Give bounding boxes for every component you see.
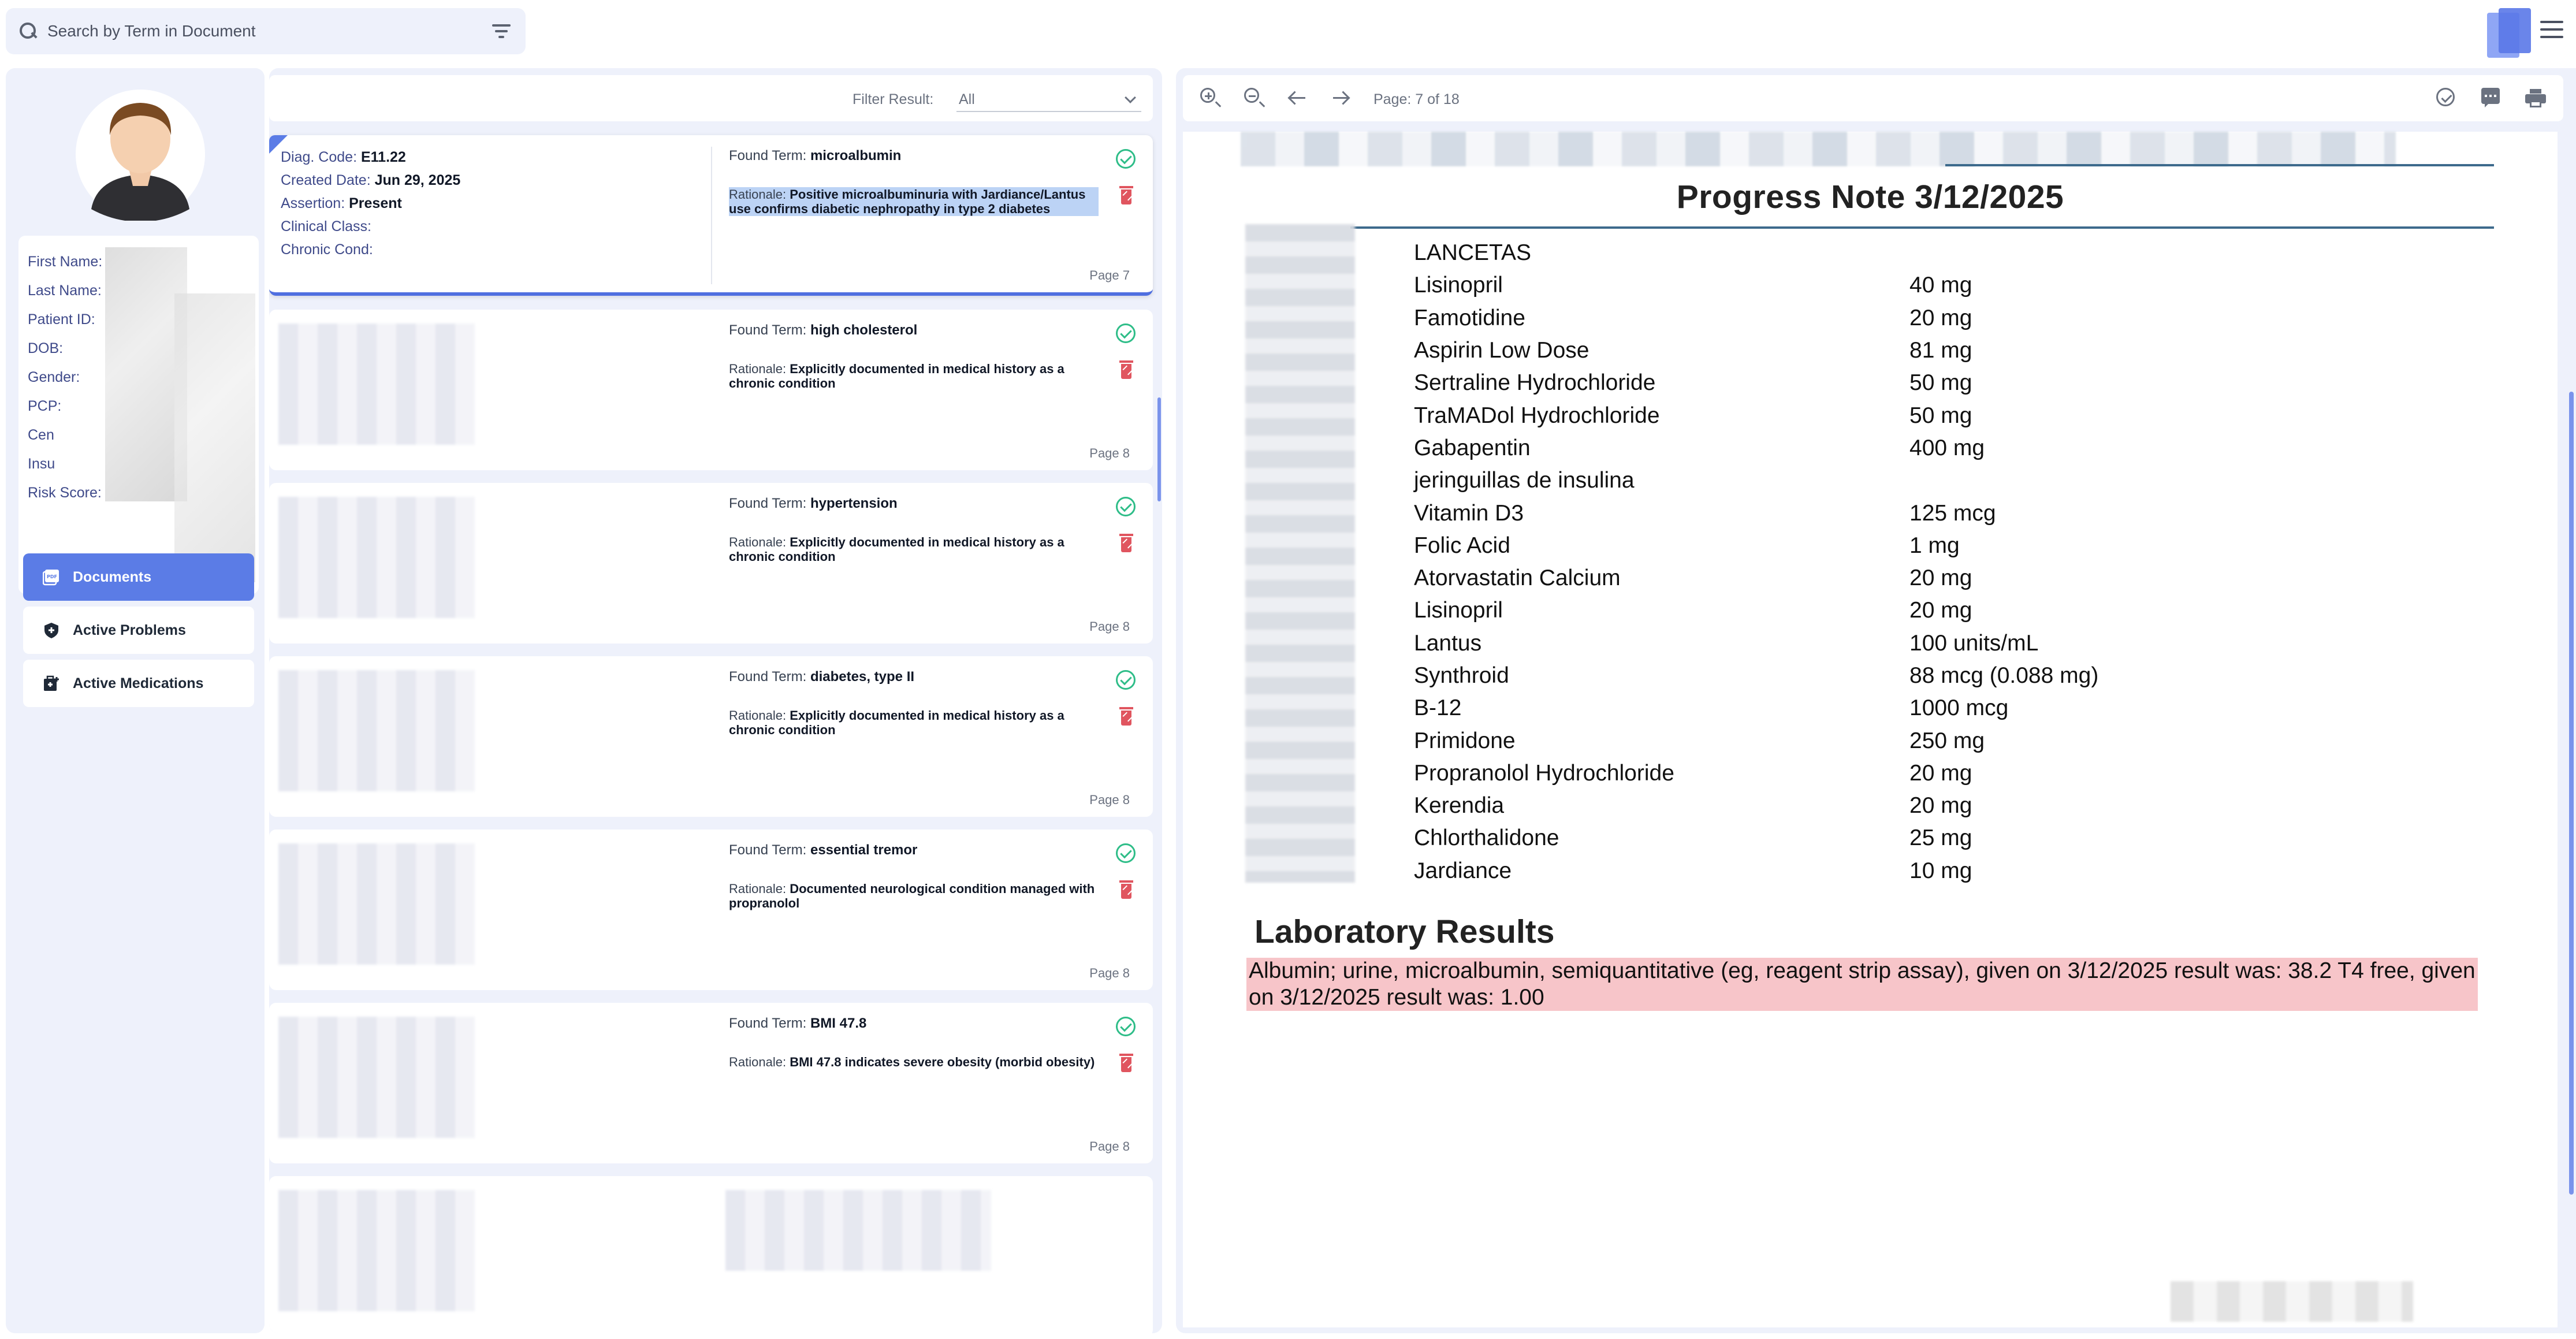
- patient-sidebar: [6, 68, 265, 1333]
- redacted-card-details: [278, 323, 475, 445]
- found-term-label: Found Term:: [729, 669, 807, 685]
- zoom-out-icon[interactable]: [1244, 88, 1265, 109]
- table-row: [1414, 790, 2223, 822]
- found-term-value: hypertension: [810, 496, 898, 511]
- search-icon: [20, 23, 37, 40]
- assertion-label: Assertion:: [281, 195, 345, 211]
- insurance-label: Insu: [28, 455, 55, 472]
- rationale-value: Documented neurological condition managed with propranolol: [729, 881, 1095, 910]
- finding-card-redacted[interactable]: [269, 1176, 1153, 1333]
- table-row: [1414, 855, 2223, 887]
- diag-code-value: E11.22: [360, 149, 406, 165]
- page-reference[interactable]: Page 7: [1089, 268, 1130, 282]
- chevron-down-icon: [1125, 92, 1136, 103]
- med-name: Aspirin Low Dose: [1414, 338, 1589, 363]
- med-dose: 10 mg: [1909, 858, 1972, 883]
- center-label: Cen: [28, 426, 54, 443]
- accept-check-icon[interactable]: [1116, 497, 1136, 516]
- patient-id-label: Patient ID:: [28, 311, 95, 328]
- med-name: Lantus: [1414, 630, 1482, 656]
- search-input[interactable]: [47, 22, 491, 40]
- first-name-label: First Name:: [28, 253, 103, 270]
- table-row: [1414, 334, 2223, 367]
- lab-results-highlight: Albumin; urine, microalbumin, semiquantitative (eg, reagent strip assay), given on 3/12/2025 result was: 38.2 T4 free, given on 3/12/2025 result was: 1.00: [1246, 958, 2478, 1011]
- gender-label: Gender:: [28, 369, 80, 385]
- clinical-class-label: Clinical Class:: [281, 218, 371, 235]
- found-term: [729, 496, 1099, 512]
- rationale-label: Rationale:: [729, 1055, 787, 1069]
- card-finding: [729, 148, 1099, 216]
- med-dose: 40 mg: [1909, 273, 1972, 298]
- med-dose: 1 mg: [1909, 533, 1960, 558]
- comment-icon[interactable]: [2481, 88, 2500, 104]
- table-row: [1414, 269, 2223, 302]
- delete-trash-icon[interactable]: [1119, 880, 1133, 899]
- patient-info-card: [18, 236, 259, 594]
- card-finding: [729, 496, 1099, 564]
- top-bar: [0, 0, 2576, 64]
- page-reference[interactable]: Page 8: [1089, 619, 1130, 634]
- med-name: B-12: [1414, 695, 1462, 721]
- med-name: TraMADol Hydrochloride: [1414, 403, 1660, 428]
- card-finding: [729, 322, 1099, 390]
- card-finding: [729, 842, 1099, 910]
- rationale-value: Explicitly documented in medical history as a chronic condition: [729, 362, 1064, 390]
- med-dose: 20 mg: [1909, 598, 1972, 623]
- found-term: [729, 148, 1099, 164]
- rationale-value: Explicitly documented in medical history as a chronic condition: [729, 535, 1064, 564]
- rationale-value: Positive microalbuminuria with Jardiance/Lantus use confirms diabetic nephropathy in type 2 diabetes: [729, 187, 1086, 216]
- found-term-label: Found Term:: [729, 1016, 807, 1031]
- found-term: [729, 1016, 1099, 1032]
- assertion-row: [281, 192, 720, 215]
- med-name: Vitamin D3: [1414, 500, 1524, 526]
- delete-trash-icon[interactable]: [1119, 534, 1133, 552]
- title-rule: [1350, 226, 2494, 229]
- assertion-value: Present: [349, 195, 402, 211]
- redacted-footer: [2171, 1281, 2413, 1322]
- zoom-in-icon[interactable]: [1200, 88, 1221, 109]
- created-date-value: Jun 29, 2025: [374, 172, 461, 188]
- delete-trash-icon[interactable]: [1119, 186, 1133, 204]
- pdf-file-icon: [43, 568, 60, 586]
- page-reference[interactable]: Page 8: [1089, 446, 1130, 460]
- redacted-card-details: [278, 1017, 475, 1138]
- redacted-header: [1241, 132, 2396, 166]
- diag-code-row: [281, 146, 720, 169]
- med-name: Gabapentin: [1414, 435, 1531, 460]
- svg-text:PDF: PDF: [47, 574, 57, 579]
- nav-documents-label: Documents: [73, 568, 152, 585]
- filter-icon[interactable]: [491, 23, 512, 40]
- page-reference[interactable]: Page 8: [1089, 793, 1130, 807]
- nav-active-medications[interactable]: [23, 660, 254, 707]
- risk-score-label: Risk Score:: [28, 484, 102, 501]
- rationale: [729, 362, 1099, 390]
- med-name: Lisinopril: [1414, 273, 1503, 298]
- accept-check-icon[interactable]: [1116, 843, 1136, 863]
- table-row: [1414, 660, 2223, 692]
- finding-card[interactable]: [269, 483, 1153, 644]
- check-circle-icon[interactable]: [2436, 88, 2455, 106]
- med-name: jeringuillas de insulina: [1414, 468, 1635, 493]
- med-name: LANCETAS: [1414, 240, 1531, 266]
- pcp-label: PCP:: [28, 397, 62, 414]
- avatar: [74, 88, 207, 221]
- table-row: [1414, 399, 2223, 432]
- finding-card[interactable]: [269, 1003, 1153, 1163]
- rationale: [729, 187, 1099, 216]
- found-term-value: diabetes, type II: [810, 669, 915, 685]
- nav-active-medications-label: Active Medications: [73, 675, 204, 691]
- redacted-card-details: [278, 843, 475, 965]
- rationale-label: Rationale:: [729, 881, 787, 896]
- rationale: [729, 1055, 1099, 1069]
- findings-scrollbar[interactable]: [1157, 397, 1161, 501]
- table-row: [1414, 594, 2223, 627]
- med-name: Primidone: [1414, 728, 1516, 753]
- found-term-value: high cholesterol: [810, 322, 918, 338]
- document-viewer: [1176, 68, 2576, 1333]
- rationale-label: Rationale:: [729, 362, 787, 376]
- med-name: Chlorthalidone: [1414, 825, 1559, 851]
- rationale-value: Explicitly documented in medical history as a chronic condition: [729, 708, 1064, 737]
- lab-results-heading: Laboratory Results: [1255, 913, 1555, 950]
- filter-result-select[interactable]: [956, 85, 1141, 112]
- med-dose: 20 mg: [1909, 760, 1972, 786]
- findings-panel: [269, 68, 1162, 1333]
- nav-active-problems[interactable]: [23, 607, 254, 654]
- found-term: [729, 842, 1099, 858]
- dob-label: DOB:: [28, 340, 64, 356]
- rationale: [729, 708, 1099, 737]
- diag-code-label: Diag. Code:: [281, 149, 358, 165]
- rationale-label: Rationale:: [729, 187, 787, 202]
- table-row: [1414, 627, 2223, 660]
- found-term-label: Found Term:: [729, 842, 807, 858]
- print-icon[interactable]: [2525, 88, 2546, 109]
- med-dose: 1000 mcg: [1909, 695, 2009, 721]
- search-bar[interactable]: [6, 8, 526, 54]
- table-row: [1414, 464, 2223, 497]
- med-dose: 250 mg: [1909, 728, 1985, 753]
- shield-icon: [43, 622, 60, 639]
- hamburger-menu-icon[interactable]: [2540, 21, 2563, 38]
- table-row: [1414, 757, 2223, 790]
- last-name-label: Last Name:: [28, 282, 102, 299]
- table-row: [1414, 367, 2223, 399]
- found-term-label: Found Term:: [729, 496, 807, 511]
- accept-check-icon[interactable]: [1116, 1017, 1136, 1036]
- page-reference[interactable]: Page 8: [1089, 1139, 1130, 1154]
- medication-table: [1414, 237, 2223, 887]
- med-dose: 88 mcg (0.088 mg): [1909, 663, 2099, 688]
- redacted-card-details: [278, 497, 475, 618]
- med-name: Atorvastatin Calcium: [1414, 566, 1621, 591]
- delete-trash-icon[interactable]: [1119, 360, 1133, 379]
- header-rule: [1945, 164, 2494, 166]
- table-row: [1414, 302, 2223, 334]
- viewer-toolbar: [1183, 75, 2563, 121]
- found-term-value: BMI 47.8: [810, 1016, 867, 1031]
- rationale-label: Rationale:: [729, 535, 787, 549]
- delete-trash-icon[interactable]: [1119, 707, 1133, 726]
- med-dose: 125 mcg: [1909, 500, 1996, 526]
- redacted-med-column: [1245, 224, 1355, 883]
- document-page: [1183, 132, 2558, 1327]
- created-date-label: Created Date:: [281, 172, 371, 188]
- filter-result-label: Filter Result:: [853, 91, 934, 107]
- med-dose: 25 mg: [1909, 825, 1972, 851]
- med-name: Synthroid: [1414, 663, 1509, 688]
- accept-check-icon[interactable]: [1116, 149, 1136, 169]
- med-dose: 20 mg: [1909, 305, 1972, 330]
- redacted-card-details: [278, 670, 475, 791]
- app-logo-icon: [2487, 8, 2531, 58]
- table-row: [1414, 562, 2223, 594]
- rationale-value: BMI 47.8 indicates severe obesity (morbid obesity): [790, 1055, 1095, 1069]
- found-term-value: microalbumin: [810, 148, 902, 163]
- finding-card[interactable]: [269, 656, 1153, 817]
- table-row: [1414, 497, 2223, 529]
- page-reference[interactable]: Page 8: [1089, 966, 1130, 980]
- nav-active-problems-label: Active Problems: [73, 622, 186, 638]
- found-term-label: Found Term:: [729, 148, 807, 163]
- filter-bar: [269, 75, 1153, 121]
- table-row: [1414, 692, 2223, 724]
- accept-check-icon[interactable]: [1116, 670, 1136, 690]
- nav-documents[interactable]: [23, 553, 254, 601]
- card-details: [281, 146, 720, 261]
- medical-bag-icon: [43, 675, 60, 692]
- found-term: [729, 322, 1099, 339]
- med-name: Jardiance: [1414, 858, 1512, 883]
- finding-card[interactable]: [269, 310, 1153, 470]
- rationale: [729, 881, 1099, 910]
- filter-result-value: All: [959, 91, 975, 107]
- document-scrollbar[interactable]: [2569, 392, 2574, 1195]
- accept-check-icon[interactable]: [1116, 323, 1136, 343]
- table-row: [1414, 237, 2223, 269]
- delete-trash-icon[interactable]: [1119, 1054, 1133, 1072]
- med-name: Kerendia: [1414, 793, 1505, 819]
- med-dose: 81 mg: [1909, 338, 1972, 363]
- rationale-label: Rationale:: [729, 708, 787, 723]
- redacted-patient-values-2: [174, 293, 255, 582]
- med-dose: 20 mg: [1909, 793, 1972, 819]
- med-dose: 50 mg: [1909, 370, 1972, 396]
- med-name: Propranolol Hydrochloride: [1414, 760, 1674, 786]
- table-row: [1414, 822, 2223, 854]
- finding-card[interactable]: [269, 830, 1153, 990]
- chronic-cond-label: Chronic Cond:: [281, 241, 373, 258]
- card-finding: [729, 669, 1099, 737]
- table-row: [1414, 530, 2223, 562]
- table-row: [1414, 432, 2223, 464]
- card-divider: [711, 147, 712, 284]
- card-finding: [729, 1016, 1099, 1069]
- document-title: Progress Note 3/12/2025: [1676, 178, 2064, 215]
- created-date-row: [281, 169, 720, 192]
- previous-page-icon[interactable]: [1287, 88, 1308, 109]
- med-name: Famotidine: [1414, 305, 1525, 330]
- next-page-icon[interactable]: [1331, 88, 1352, 109]
- page-indicator: Page: 7 of 18: [1373, 91, 1460, 107]
- rationale: [729, 535, 1099, 564]
- finding-card-selected[interactable]: [269, 135, 1153, 296]
- med-dose: 400 mg: [1909, 435, 1985, 460]
- found-term-label: Found Term:: [729, 322, 807, 338]
- med-name: Lisinopril: [1414, 598, 1503, 623]
- redacted-card-details: [278, 1190, 475, 1311]
- redacted-card-finding: [725, 1190, 991, 1271]
- found-term-value: essential tremor: [810, 842, 918, 858]
- med-dose: 100 units/mL: [1909, 630, 2039, 656]
- table-row: [1414, 724, 2223, 757]
- med-name: Sertraline Hydrochloride: [1414, 370, 1656, 396]
- med-dose: 20 mg: [1909, 566, 1972, 591]
- found-term: [729, 669, 1099, 685]
- med-name: Folic Acid: [1414, 533, 1510, 558]
- med-dose: 50 mg: [1909, 403, 1972, 428]
